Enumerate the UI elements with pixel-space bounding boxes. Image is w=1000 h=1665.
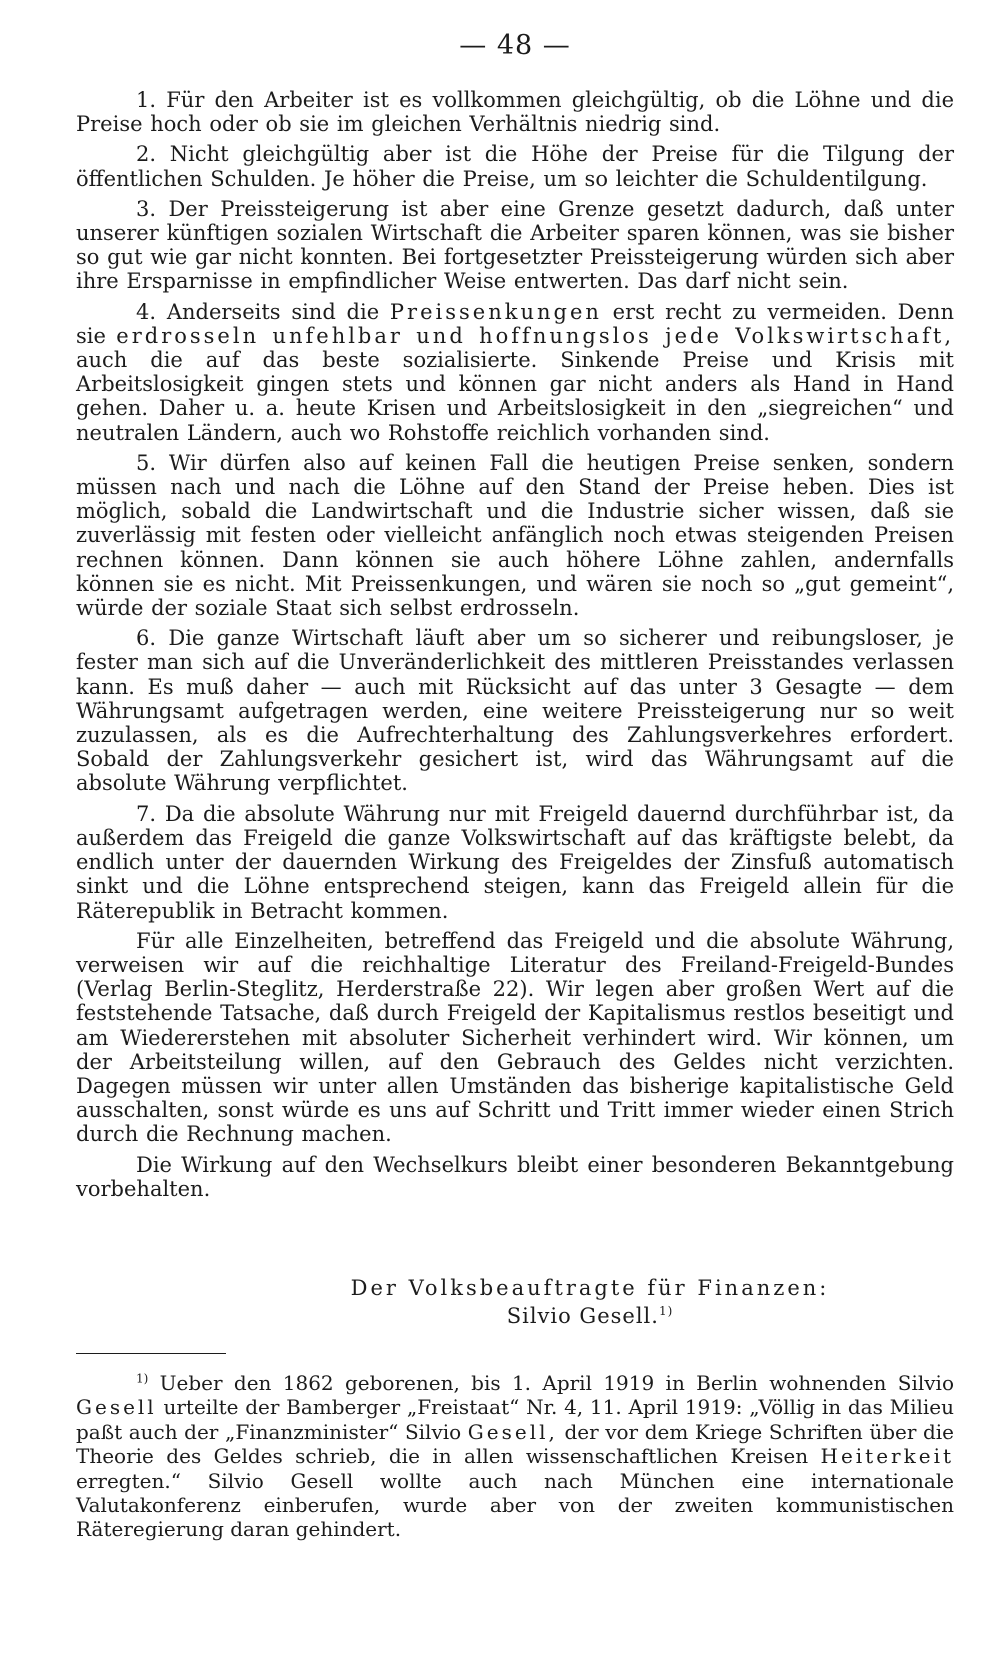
body-text xyxy=(76,88,954,1207)
page-number: — 48 — xyxy=(459,30,571,61)
paragraph-text: Die ganze Wirtschaft läuft aber um so sicherer und reibungsloser, je fester man sich auf die Unveränderlichkeit des mittleren Preisstandes verlassen kann. Es muß daher — auch mit Rücksicht auf das unter 3 Gesagte — dem Währungsamt aufgetragen werden, eine weitere Preissteigerung nur so weit zuzulassen, als es die Aufrechterhaltung des Zahlungsverkehres erfordert. Sobald der Zahlungsverkehr gesichert ist, wird das Währungsamt auf die absolute Währung verpflichtet. xyxy=(76,626,954,796)
paragraph-text: Der Preissteigerung ist aber eine Grenze gesetzt dadurch, daß unter unserer künftigen sozialen Wirtschaft die Arbeiter sparen können, was sie bisher so gut wie gar nicht konnten. Bei fortgesetzter Preissteigerung würden sich aber ihre Ersparnisse in empfindlicher Weise entwerten. Das darf nicht sein. xyxy=(76,196,954,294)
footnote-mark: 1) xyxy=(136,1371,149,1386)
footnote-text: urteilte der Bamberger „Freistaat“ Nr. 4, 11. April 1919: „Völlig in das Milieu paßt auch der „Finanzminister“ Silvio xyxy=(76,1395,955,1444)
paragraph-5 xyxy=(76,451,954,620)
paragraph-text: Die Wirkung auf den Wechselkurs bleibt einer besonderen Bekanntgebung vorbehalten. xyxy=(76,1152,954,1201)
paragraph-2 xyxy=(76,142,954,190)
signature-block xyxy=(76,1274,954,1330)
paragraph-text: Anderseits sind die xyxy=(166,299,380,324)
paragraph-text: auch die auf das beste sozialisierte. Sinkende Preise und Krisis mit Arbeitslosigkeit gingen stets und können gar nicht anders als Hand in Hand gehen. Daher u. a. heute Krisen und Arbeitslosigkeit in den „siegreichen“ und neutralen Ländern, auch wo Rohstoffe reichlich vorhanden sind. xyxy=(76,348,954,445)
document-page xyxy=(76,18,954,1648)
paragraph-number: 3. xyxy=(136,196,157,221)
paragraph-details xyxy=(76,929,954,1147)
paragraph-text: Für den Arbeiter ist es vollkommen gleichgültig, ob die Löhne und die Preise hoch oder ob sie im gleichen Verhältnis niedrig sind. xyxy=(76,88,954,137)
footnote xyxy=(76,1371,954,1542)
paragraph-number: 5. xyxy=(136,450,157,475)
emphasized-text: erdrosseln unfehlbar und hoffnungslos jede Volkswirtschaft, xyxy=(116,323,954,348)
paragraph-text: erst recht zu vermeiden. Denn sie xyxy=(76,299,954,348)
paragraph-7 xyxy=(76,802,954,923)
paragraph-exchange-rate xyxy=(76,1153,954,1201)
footnote-text: Ueber den 1862 geborenen, bis 1. April 1919 in Berlin wohnenden Silvio xyxy=(159,1371,954,1395)
footnote-divider xyxy=(76,1353,226,1354)
footnote-text: erregten.“ Silvio Gesell wollte auch nach München eine internationale Valutakonferenz einberufen, wurde aber von der zweiten kommunistischen Räteregierung daran gehindert. xyxy=(76,1468,954,1542)
signature-name: Silvio Gesell. xyxy=(506,1304,659,1328)
paragraph-number: 7. xyxy=(136,801,157,826)
paragraph-number: 6. xyxy=(136,626,157,651)
paragraph-3 xyxy=(76,197,954,294)
paragraph-text: Für alle Einzelheiten, betreffend das Freigeld und die absolute Währung, verweisen wir auf die reichhaltige Literatur des Freiland-Freigeld-Bundes (Verlag Berlin-Steglitz, Herderstraße 22). Wir legen aber großen Wert auf die feststehende Tatsache, daß durch Freigeld der Kapitalismus restlos beseitigt und am Wiedererstehen mit absoluter Sicherheit verhindert wird. Wir können, um der Arbeitsteilung willen, auf den Gebrauch des Geldes nicht verzichten. Dagegen müssen wir unter allen Umständen das bisherige kapitalistische Geld ausschalten, sonst würde es uns auf Schritt und Tritt immer wieder einen Strich durch die Rechnung machen. xyxy=(76,928,954,1147)
emphasized-text: Gesell xyxy=(76,1395,157,1420)
paragraph-number: 2. xyxy=(136,142,157,167)
emphasized-text: Preissenkungen xyxy=(389,299,602,324)
paragraph-text: Da die absolute Währung nur mit Freigeld dauernd durchführbar ist, da außerdem das Freigeld die ganze Volkswirtschaft auf das kräftigste belebt, da endlich unter der dauernden Wirkung des Freigeldes der Zinsfuß automatisch sinkt und die Löhne entsprechend steigen, kann das Freigeld allein für die Räterepublik in Betracht kommen. xyxy=(76,801,954,923)
signature-name-line xyxy=(76,1302,954,1330)
paragraph-number: 1. xyxy=(136,88,157,112)
paragraph-1 xyxy=(76,88,954,136)
footnote-text: der vor dem Kriege Schriften über die Theorie des Geldes schrieb, die in allen wissenschaftlichen Kreisen xyxy=(76,1419,955,1469)
emphasized-text: Gesell, xyxy=(467,1419,558,1444)
signature-role: Der Volksbeauftragte für Finanzen: xyxy=(350,1276,830,1300)
paragraph-number: 4. xyxy=(136,299,157,324)
emphasized-text: Heiterkeit xyxy=(820,1444,954,1469)
paragraph-text: Nicht gleichgültig aber ist die Höhe der Preise für die Tilgung der öffentlichen Schulden. Je höher die Preise, um so leichter die Schuldentilgung. xyxy=(76,142,954,191)
paragraph-6 xyxy=(76,626,954,795)
paragraph-4 xyxy=(76,300,954,445)
paragraph-text: Wir dürfen also auf keinen Fall die heutigen Preise senken, sondern müssen nach und nach die Löhne auf den Stand der Preise heben. Dies ist möglich, sobald die Landwirtschaft und die Industrie sicher wissen, daß sie zuverlässig mit festen oder vielleicht anfänglich noch etwas steigenden Preisen rechnen können. Dann können sie auch höhere Löhne zahlen, andernfalls können sie es nicht. Mit Preissenkungen, und wären sie noch so „gut gemeint“, würde der soziale Staat sich selbst erdrosseln. xyxy=(76,450,954,621)
footnote-reference: 1) xyxy=(658,1304,674,1318)
